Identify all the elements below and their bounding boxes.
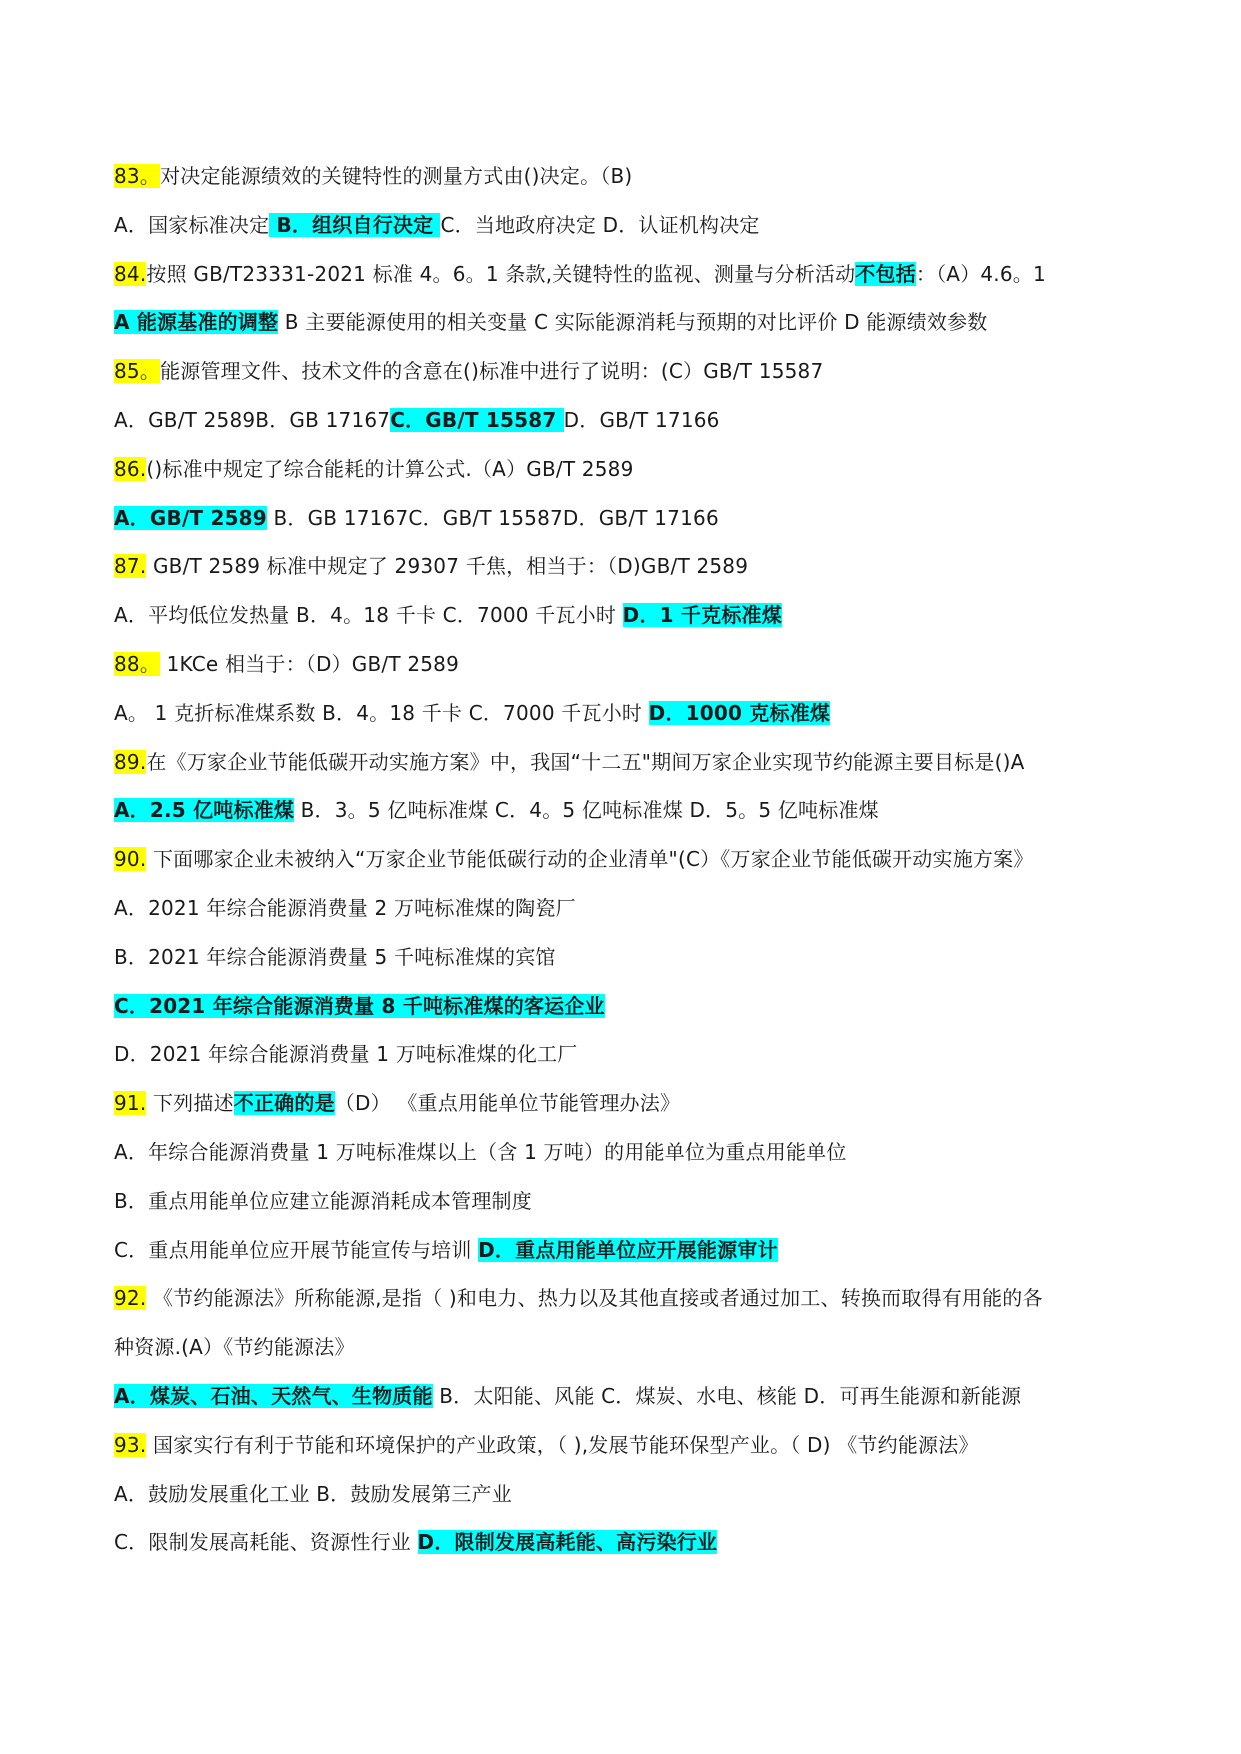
text-segment: 下列描述 xyxy=(146,1091,234,1116)
text-segment: A．鼓励发展重化工业 B．鼓励发展第三产业 xyxy=(114,1481,512,1506)
text-line xyxy=(114,494,1134,543)
text-segment: A．国家标准决定 xyxy=(114,212,270,237)
text-line xyxy=(114,982,1134,1031)
text-segment: 能源管理文件、技术文件的含意在()标准中进行了说明：(C）GB/T 15587 xyxy=(160,359,824,384)
text-segment: D．2021 年综合能源消费量 1 万吨标准煤的化工厂 xyxy=(114,1042,578,1067)
question-number: 89. xyxy=(114,749,147,774)
question-number: 93. xyxy=(114,1432,147,1457)
question-number: 92. xyxy=(114,1286,147,1311)
highlighted-answer: D．1000 克标准煤 xyxy=(648,700,831,725)
text-segment: A．年综合能源消费量 1 万吨标准煤以上（含 1 万吨）的用能单位为重点用能单位 xyxy=(114,1139,847,1164)
text-segment: C．当地政府决定 D．认证机构决定 xyxy=(440,212,760,237)
text-line xyxy=(114,884,1134,933)
text-line xyxy=(114,1128,1134,1177)
text-segment: A．平均低位发热量 B．4。18 千卡 C．7000 千瓦小时 xyxy=(114,603,623,628)
text-line xyxy=(114,1518,1134,1567)
text-segment: 在《万家企业节能低碳开动实施方案》中，我国“十二五"期间万家企业实现节约能源主要目标是()A xyxy=(146,749,1025,774)
highlighted-answer: A．煤炭、石油、天然气、生物质能 xyxy=(114,1383,433,1408)
highlighted-answer: 不包括 xyxy=(855,261,916,286)
highlighted-answer: A 能源基准的调整 xyxy=(114,310,279,335)
text-segment: B．2021 年综合能源消费量 5 千吨标准煤的宾馆 xyxy=(114,944,556,969)
text-line xyxy=(114,1226,1134,1275)
text-line xyxy=(114,445,1134,494)
highlighted-answer: A．2.5 亿吨标准煤 xyxy=(114,798,295,823)
text-line xyxy=(114,1372,1134,1421)
text-line xyxy=(114,1274,1134,1323)
question-number: 88。 xyxy=(114,651,161,676)
text-line xyxy=(114,1421,1134,1470)
text-segment: A．GB/T 2589B．GB 17167 xyxy=(114,407,391,432)
text-segment: A。 1 克折标准煤系数 B．4。18 千卡 C．7000 千瓦小时 xyxy=(114,700,649,725)
text-segment: D．GB/T 17166 xyxy=(563,407,720,432)
text-segment: B 主要能源使用的相关变量 C 实际能源消耗与预期的对比评价 D 能源绩效参数 xyxy=(278,310,988,335)
text-line xyxy=(114,1177,1134,1226)
text-line xyxy=(114,396,1134,445)
question-number: 87. xyxy=(114,554,147,579)
text-line xyxy=(114,738,1134,787)
text-line xyxy=(114,689,1134,738)
text-segment: A．2021 年综合能源消费量 2 万吨标准煤的陶瓷厂 xyxy=(114,895,576,920)
text-segment: B．GB 17167C．GB/T 15587D．GB/T 17166 xyxy=(266,505,719,530)
question-number: 86. xyxy=(114,456,147,481)
text-line xyxy=(114,640,1134,689)
text-segment: 国家实行有利于节能和环境保护的产业政策，（ ),发展节能环保型产业。（ D) 《节约能源法》 xyxy=(146,1432,979,1457)
document-body xyxy=(114,152,1134,1567)
text-segment: （D） 《重点用能单位节能管理办法》 xyxy=(334,1091,681,1116)
highlighted-answer: B．组织自行决定 xyxy=(269,212,441,237)
text-line xyxy=(114,250,1134,299)
text-line xyxy=(114,786,1134,835)
text-segment: B．重点用能单位应建立能源消耗成本管理制度 xyxy=(114,1188,532,1213)
text-line xyxy=(114,1470,1134,1519)
text-line xyxy=(114,591,1134,640)
text-segment: ：（A）4.6。1 xyxy=(915,261,1046,286)
text-segment: 《节约能源法》所称能源,是指（ )和电力、热力以及其他直接或者通过加工、转换而取得有用能的各 xyxy=(146,1286,1043,1311)
question-number: 83。 xyxy=(114,164,161,188)
highlighted-answer: D．限制发展高耗能、高污染行业 xyxy=(417,1530,718,1555)
highlighted-answer: D．1 千克标准煤 xyxy=(622,603,782,628)
question-number: 85。 xyxy=(114,359,161,384)
text-segment: 对决定能源绩效的关键特性的测量方式由()决定。（B) xyxy=(160,164,633,188)
text-segment: 1KCe 相当于：（D）GB/T 2589 xyxy=(160,651,460,676)
question-number: 90. xyxy=(114,847,147,872)
question-number: 84. xyxy=(114,261,147,286)
text-line xyxy=(114,1030,1134,1079)
text-segment: ()标准中规定了综合能耗的计算公式.（A）GB/T 2589 xyxy=(146,456,634,481)
text-segment: 种资源.(A）《节约能源法》 xyxy=(114,1335,355,1360)
highlighted-answer: D．重点用能单位应开展能源审计 xyxy=(478,1237,778,1262)
text-segment: GB/T 2589 标准中规定了 29307 千焦，相当于：（D)GB/T 2589 xyxy=(146,554,749,579)
text-segment: B．太阳能、风能 C．煤炭、水电、核能 D．可再生能源和新能源 xyxy=(432,1383,1022,1408)
highlighted-answer: C．GB/T 15587 xyxy=(390,407,564,432)
text-segment: C．限制发展高耗能、资源性行业 xyxy=(114,1530,418,1555)
text-line xyxy=(114,201,1134,250)
text-line xyxy=(114,933,1134,982)
text-line xyxy=(114,1079,1134,1128)
text-segment: 下面哪家企业未被纳入“万家企业节能低碳行动的企业清单"(C）《万家企业节能低碳开动实施方案》 xyxy=(146,847,1034,872)
text-line xyxy=(114,298,1134,347)
question-number: 91. xyxy=(114,1091,147,1116)
text-line xyxy=(114,152,1134,201)
text-segment: 按照 GB/T23331-2021 标准 4。6。1 条款,关键特性的监视、测量与分析活动 xyxy=(146,261,856,286)
text-line xyxy=(114,542,1134,591)
highlighted-answer: A．GB/T 2589 xyxy=(114,505,267,530)
highlighted-answer: C．2021 年综合能源消费量 8 千吨标准煤的客运企业 xyxy=(114,993,605,1018)
text-segment: C．重点用能单位应开展节能宣传与培训 xyxy=(114,1237,479,1262)
highlighted-answer: 不正确的是 xyxy=(233,1091,335,1116)
text-line xyxy=(114,347,1134,396)
text-line xyxy=(114,835,1134,884)
text-line xyxy=(114,1323,1134,1372)
text-segment: B．3。5 亿吨标准煤 C．4。5 亿吨标准煤 D．5。5 亿吨标准煤 xyxy=(294,798,879,823)
